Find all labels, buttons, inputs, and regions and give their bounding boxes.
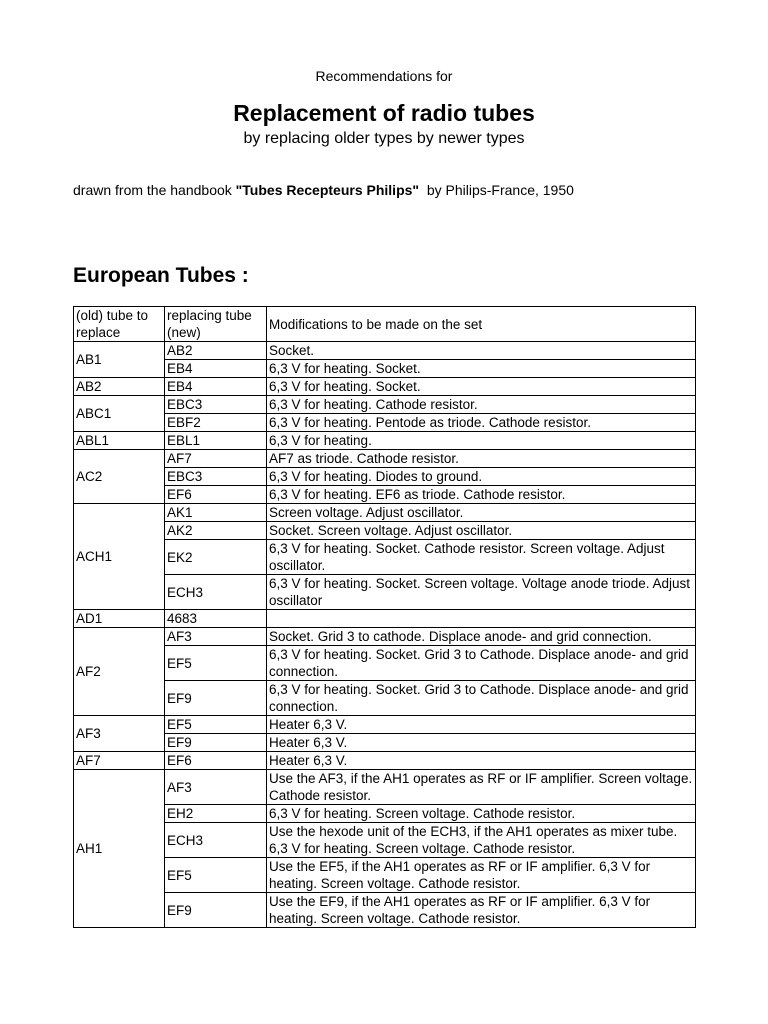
table-row xyxy=(74,823,696,858)
table-row xyxy=(74,522,696,540)
new-tube-cell: AB2 xyxy=(165,342,267,360)
new-tube-cell: ECH3 xyxy=(165,575,267,610)
old-tube-cell: AB1 xyxy=(74,342,165,378)
modification-cell: Socket. xyxy=(267,342,696,360)
table-row xyxy=(74,770,696,805)
table-row xyxy=(74,646,696,681)
new-tube-cell: EF5 xyxy=(165,858,267,893)
table-row xyxy=(74,858,696,893)
table-row xyxy=(74,540,696,575)
new-tube-cell: EH2 xyxy=(165,805,267,823)
new-tube-cell: AF3 xyxy=(165,628,267,646)
table-header-row xyxy=(74,307,696,342)
modification-cell: 6,3 V for heating. Socket. Cathode resistor. Screen voltage. Adjust oscillator. xyxy=(267,540,696,575)
new-tube-cell: EF5 xyxy=(165,716,267,734)
new-tube-cell: EF6 xyxy=(165,486,267,504)
modification-cell: Use the AF3, if the AH1 operates as RF or IF amplifier. Screen voltage. Cathode resistor. xyxy=(267,770,696,805)
table-row xyxy=(74,360,696,378)
modification-cell: Use the EF9, if the AH1 operates as RF or IF amplifier. 6,3 V for heating. Screen voltage. Cathode resistor. xyxy=(267,893,696,928)
source-line xyxy=(73,182,574,198)
source-prefix: drawn from the handbook xyxy=(73,182,236,198)
modification-cell: Screen voltage. Adjust oscillator. xyxy=(267,504,696,522)
modification-cell: 6,3 V for heating. Screen voltage. Cathode resistor. xyxy=(267,805,696,823)
new-tube-cell: EBF2 xyxy=(165,414,267,432)
table-row xyxy=(74,378,696,396)
document-subtitle: by replacing older types by newer types xyxy=(243,130,525,147)
modification-cell: Socket. Grid 3 to cathode. Displace anode- and grid connection. xyxy=(267,628,696,646)
modification-cell: Heater 6,3 V. xyxy=(267,734,696,752)
replacement-table xyxy=(73,306,696,928)
new-tube-cell: EBC3 xyxy=(165,468,267,486)
modification-cell: Heater 6,3 V. xyxy=(267,752,696,770)
source-suffix: by Philips-France, 1950 xyxy=(419,182,574,198)
old-tube-cell: ACH1 xyxy=(74,504,165,610)
table-row xyxy=(74,432,696,450)
table-row xyxy=(74,575,696,610)
modification-cell: AF7 as triode. Cathode resistor. xyxy=(267,450,696,468)
new-tube-cell: AK1 xyxy=(165,504,267,522)
source-book: "Tubes Recepteurs Philips" xyxy=(235,182,420,198)
new-tube-cell: EF9 xyxy=(165,734,267,752)
table-row xyxy=(74,396,696,414)
new-tube-cell: EF6 xyxy=(165,752,267,770)
old-tube-cell: AF2 xyxy=(74,628,165,716)
new-tube-cell: 4683 xyxy=(165,610,267,628)
modification-cell: 6,3 V for heating. Pentode as triode. Cathode resistor. xyxy=(267,414,696,432)
old-tube-cell: ABC1 xyxy=(74,396,165,432)
document-title: Replacement of radio tubes xyxy=(233,100,535,126)
table-row xyxy=(74,805,696,823)
new-tube-cell: AF3 xyxy=(165,770,267,805)
section-title: European Tubes : xyxy=(73,264,249,287)
new-tube-cell: EF9 xyxy=(165,681,267,716)
table-row xyxy=(74,504,696,522)
modification-cell: Socket. Screen voltage. Adjust oscillator. xyxy=(267,522,696,540)
table-row xyxy=(74,486,696,504)
table-row xyxy=(74,414,696,432)
header-old-tube: (old) tube to replace xyxy=(74,307,165,342)
modification-cell: 6,3 V for heating. Socket. Grid 3 to Cathode. Displace anode- and grid connection. xyxy=(267,646,696,681)
table-row xyxy=(74,628,696,646)
table-row xyxy=(74,468,696,486)
new-tube-cell: EB4 xyxy=(165,360,267,378)
modification-cell: 6,3 V for heating. Socket. Grid 3 to Cathode. Displace anode- and grid connection. xyxy=(267,681,696,716)
old-tube-cell: AD1 xyxy=(74,610,165,628)
table-row xyxy=(74,716,696,734)
new-tube-cell: EBC3 xyxy=(165,396,267,414)
intro-text: Recommendations for xyxy=(315,68,453,84)
modification-cell: 6,3 V for heating. xyxy=(267,432,696,450)
old-tube-cell: AC2 xyxy=(74,450,165,504)
new-tube-cell: EK2 xyxy=(165,540,267,575)
new-tube-cell: EF5 xyxy=(165,646,267,681)
modification-cell: 6,3 V for heating. Socket. Screen voltage. Voltage anode triode. Adjust oscillator xyxy=(267,575,696,610)
modification-cell xyxy=(267,610,696,628)
modification-cell: Heater 6,3 V. xyxy=(267,716,696,734)
table-row xyxy=(74,752,696,770)
new-tube-cell: EB4 xyxy=(165,378,267,396)
modification-cell: 6,3 V for heating. Socket. xyxy=(267,378,696,396)
header-new-tube: replacing tube (new) xyxy=(165,307,267,342)
modification-cell: Use the hexode unit of the ECH3, if the AH1 operates as mixer tube. 6,3 V for heating. Screen voltage. Cathode resistor. xyxy=(267,823,696,858)
modification-cell: 6,3 V for heating. Socket. xyxy=(267,360,696,378)
modification-cell: 6,3 V for heating. Diodes to ground. xyxy=(267,468,696,486)
new-tube-cell: EBL1 xyxy=(165,432,267,450)
table-body xyxy=(74,307,696,928)
table-row xyxy=(74,450,696,468)
old-tube-cell: AF3 xyxy=(74,716,165,752)
new-tube-cell: EF9 xyxy=(165,893,267,928)
modification-cell: 6,3 V for heating. EF6 as triode. Cathode resistor. xyxy=(267,486,696,504)
table-row xyxy=(74,342,696,360)
modification-cell: Use the EF5, if the AH1 operates as RF or IF amplifier. 6,3 V for heating. Screen voltage. Cathode resistor. xyxy=(267,858,696,893)
old-tube-cell: ABL1 xyxy=(74,432,165,450)
new-tube-cell: AK2 xyxy=(165,522,267,540)
header-modifications: Modifications to be made on the set xyxy=(267,307,696,342)
old-tube-cell: AF7 xyxy=(74,752,165,770)
table-row xyxy=(74,681,696,716)
new-tube-cell: ECH3 xyxy=(165,823,267,858)
table-row xyxy=(74,893,696,928)
table-row xyxy=(74,610,696,628)
old-tube-cell: AB2 xyxy=(74,378,165,396)
new-tube-cell: AF7 xyxy=(165,450,267,468)
table-row xyxy=(74,734,696,752)
old-tube-cell: AH1 xyxy=(74,770,165,928)
modification-cell: 6,3 V for heating. Cathode resistor. xyxy=(267,396,696,414)
